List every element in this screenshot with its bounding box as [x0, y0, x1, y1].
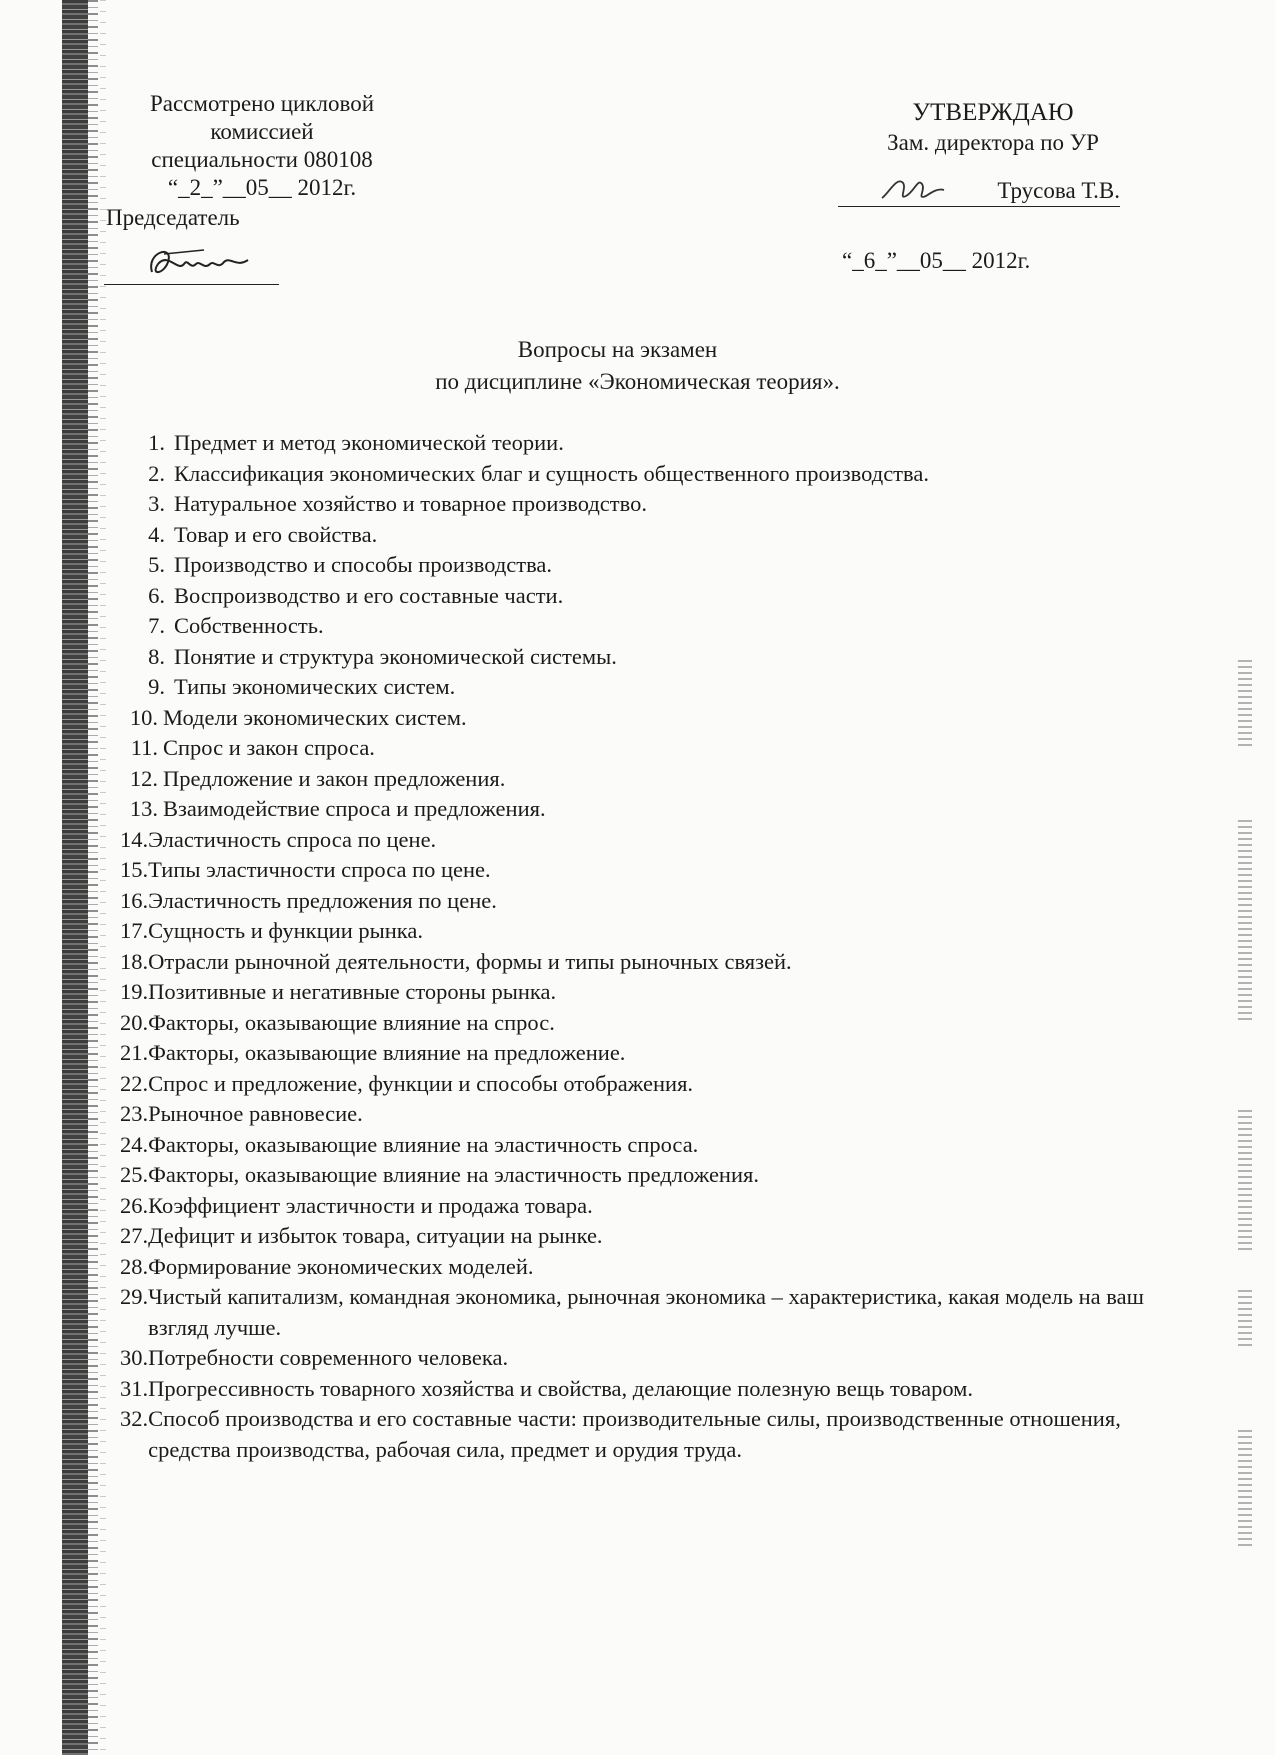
question-item: [120, 794, 1180, 825]
question-item: [120, 947, 1180, 978]
question-item: [120, 1374, 1180, 1405]
question-text: Факторы, оказывающие влияние на спрос.: [148, 1009, 555, 1035]
question-item: [120, 611, 1180, 642]
title-line-1: Вопросы на экзамен: [517, 337, 718, 362]
question-item: [120, 489, 1180, 520]
director-name: Трусова Т.В.: [997, 178, 1120, 203]
question-text: Позитивные и негативные стороны рынка.: [148, 979, 557, 1004]
question-number: 7.: [148, 613, 165, 638]
scan-artifact-left-faint: [88, 0, 98, 1755]
question-number: 25.: [120, 1162, 149, 1187]
question-text: Натуральное хозяйство и товарное производство.: [174, 491, 647, 516]
question-text: Товар и его свойства.: [174, 521, 378, 547]
commission-approval-block: [106, 90, 412, 232]
question-number: 26.: [120, 1192, 149, 1218]
question-number: 12.: [129, 765, 158, 791]
question-item: [120, 672, 1180, 703]
question-number: 4.: [148, 521, 165, 547]
question-item: [120, 977, 1180, 1008]
question-item: [120, 1191, 1180, 1222]
question-item: [120, 855, 1180, 886]
question-text: Потребности современного человека.: [148, 1345, 509, 1370]
question-item: [120, 642, 1180, 673]
question-item: [120, 916, 1180, 947]
question-number: 19.: [120, 979, 149, 1004]
scan-artifact-right: [1238, 820, 1252, 1020]
question-number: 15.: [120, 857, 149, 882]
question-item: [120, 1130, 1180, 1161]
question-item: [120, 764, 1180, 795]
question-item: [120, 1038, 1180, 1069]
commission-date: “_2_”__05__ 2012г.: [167, 175, 357, 200]
question-number: 30.: [120, 1345, 149, 1370]
question-number: 10.: [129, 704, 158, 730]
question-text: Типы эластичности спроса по цене.: [148, 857, 491, 882]
question-number: 27.: [120, 1223, 149, 1248]
question-item: [120, 1404, 1180, 1465]
question-item: [120, 1160, 1180, 1191]
question-number: 1.: [148, 430, 165, 455]
question-number: 9.: [148, 674, 165, 699]
question-text: Отрасли рыночной деятельности, формы и типы рыночных связей.: [148, 948, 792, 974]
commission-line-1: Рассмотрено цикловой: [149, 91, 375, 116]
scan-artifact-right: [1238, 1110, 1252, 1250]
scan-artifact-right: [1238, 1290, 1252, 1350]
question-text: Рыночное равновесие.: [148, 1101, 363, 1126]
commission-line-3: специальности 080108: [151, 147, 373, 172]
question-number: 23.: [120, 1101, 149, 1126]
question-text: Факторы, оказывающие влияние на эластичность спроса.: [148, 1131, 699, 1157]
question-number: 20.: [120, 1009, 149, 1035]
question-item: [120, 825, 1180, 856]
question-item: [120, 886, 1180, 917]
question-text: Факторы, оказывающие влияние на предложение.: [148, 1040, 626, 1065]
question-text: Взаимодействие спроса и предложения.: [163, 796, 546, 821]
commission-line-2: комиссией: [210, 119, 314, 144]
question-text: Собственность.: [174, 613, 324, 638]
question-item: [120, 733, 1180, 764]
chairman-signature: [144, 242, 254, 282]
question-item: [120, 1099, 1180, 1130]
director-signature-line: [838, 168, 1120, 207]
director-approval-block: [838, 98, 1148, 158]
question-text: Эластичность предложения по цене.: [148, 887, 497, 913]
question-text: Предмет и метод экономической теории.: [174, 430, 564, 455]
question-text: Чистый капитализм, командная экономика, рыночная экономика – характеристика, какая модель на ваш взгляд лучше.: [148, 1284, 1144, 1340]
director-position: Зам. директора по УР: [887, 130, 1099, 155]
title-line-2: по дисциплине «Экономическая теория».: [435, 369, 840, 394]
question-item: [120, 1069, 1180, 1100]
scan-artifact-right: [1238, 1430, 1252, 1550]
question-number: 22.: [120, 1070, 149, 1096]
question-text: Понятие и структура экономической системы.: [174, 643, 617, 669]
question-text: Воспроизводство и его составные части.: [174, 582, 564, 608]
approve-heading: УТВЕРЖДАЮ: [912, 99, 1074, 126]
question-item: [120, 550, 1180, 581]
question-number: 21.: [120, 1040, 149, 1065]
question-number: 32.: [120, 1406, 149, 1431]
question-text: Типы экономических систем.: [174, 674, 456, 699]
question-item: [120, 1008, 1180, 1039]
question-number: 24.: [120, 1131, 149, 1157]
question-text: Способ производства и его составные части: производительные силы, производственные отношения, средства производства, рабочая сила, предмет и орудия труда.: [148, 1406, 1121, 1462]
question-number: 16.: [120, 887, 149, 913]
scan-artifact-right: [1238, 660, 1252, 750]
question-text: Производство и способы производства.: [174, 552, 553, 577]
document-title: [0, 334, 1275, 398]
chairman-label: Председатель: [106, 205, 240, 230]
director-signature: [878, 172, 948, 206]
question-number: 29.: [120, 1284, 149, 1309]
question-text: Дефицит и избыток товара, ситуации на рынке.: [148, 1223, 603, 1248]
question-text: Коэффициент эластичности и продажа товара.: [148, 1192, 593, 1218]
question-item: [120, 428, 1180, 459]
question-number: 6.: [148, 582, 165, 608]
question-number: 18.: [120, 948, 149, 974]
question-item: [120, 1343, 1180, 1374]
question-number: 11.: [130, 735, 158, 760]
approval-date: “_6_”__05__ 2012г.: [842, 248, 1031, 273]
question-text: Формирование экономических моделей.: [148, 1253, 534, 1279]
question-text: Предложение и закон предложения.: [163, 765, 506, 791]
chairman-signature-line: [104, 238, 279, 285]
question-item: [120, 581, 1180, 612]
scan-artifact-left: [62, 0, 88, 1755]
question-number: 5.: [148, 552, 165, 577]
question-item: [120, 459, 1180, 490]
question-number: 14.: [120, 826, 149, 852]
question-text: Классификация экономических благ и сущность общественного производства.: [174, 460, 929, 486]
question-text: Спрос и предложение, функции и способы отображения.: [148, 1070, 694, 1096]
question-text: Модели экономических систем.: [163, 704, 467, 730]
question-item: [120, 1282, 1180, 1343]
question-item: [120, 1252, 1180, 1283]
question-text: Факторы, оказывающие влияние на эластичность предложения.: [148, 1162, 759, 1187]
question-number: 28.: [120, 1253, 149, 1279]
question-number: 8.: [148, 643, 165, 669]
question-item: [120, 703, 1180, 734]
question-item: [120, 520, 1180, 551]
question-number: 3.: [148, 491, 165, 516]
question-number: 13.: [129, 796, 158, 821]
question-text: Прогрессивность товарного хозяйства и свойства, делающие полезную вещь товаром.: [148, 1375, 974, 1401]
question-number: 31.: [120, 1375, 149, 1401]
question-text: Сущность и функции рынка.: [148, 918, 423, 943]
exam-questions-list: [120, 428, 1180, 1465]
question-text: Эластичность спроса по цене.: [148, 826, 437, 852]
question-number: 17.: [120, 918, 149, 943]
question-item: [120, 1221, 1180, 1252]
question-number: 2.: [148, 460, 165, 486]
question-text: Спрос и закон спроса.: [163, 735, 375, 760]
